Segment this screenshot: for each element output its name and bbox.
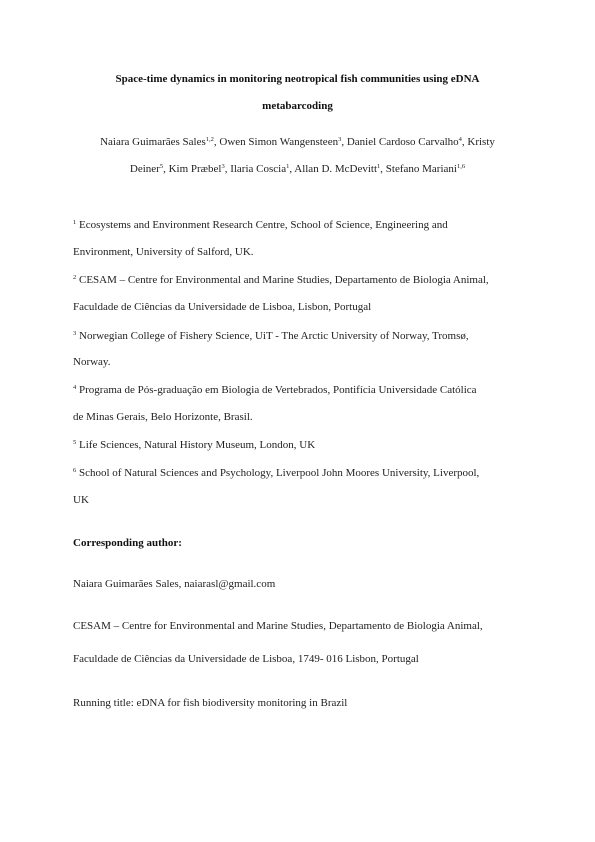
affiliation-3-line-1 [73,330,469,342]
affiliation-number: 2 [73,274,77,281]
affiliation-4-line-1 [73,384,477,396]
corresponding-author-heading: Corresponding author: [73,537,182,549]
author-separator: , [461,136,468,148]
affiliation-text: Programa de Pós-graduação em Biologia de Vertebrados, Pontifícia Universidade Católica [76,384,477,396]
affiliation-number: 6 [73,467,77,474]
author-name: Stefano Mariani [385,163,457,175]
paper-title-line-2: metabarcoding [262,100,333,112]
author-name: Naiara Guimarães Sales [100,136,206,148]
author-affiliation-mark: 1 [377,163,381,170]
author-separator: , [163,163,169,175]
author-affiliation-mark: 1,6 [456,163,466,170]
corresponding-address-line-2: Faculdade de Ciências da Universidade de Lisboa, 1749- 016 Lisbon, Portugal [73,653,419,665]
affiliation-text: CESAM – Centre for Environmental and Marine Studies, Departamento de Biologia Animal, [76,274,489,286]
author-separator: , [213,136,220,148]
affiliation-text: Norwegian College of Fishery Science, UiT - The Arctic University of Norway, Tromsø, [76,330,469,342]
affiliation-number: 3 [73,330,77,337]
author-separator: , [289,163,295,175]
affiliation-5-line-1 [73,439,315,451]
author-name: Kim Præbel [168,163,222,175]
author-separator: , [224,163,231,175]
affiliation-number: 4 [73,384,77,391]
author-separator: , [380,163,386,175]
author-name-part: Deiner [129,163,160,175]
affiliation-text: Ecosystems and Environment Research Centre, School of Science, Engineering and [76,219,448,231]
affiliation-6-line-1 [73,467,479,479]
author-name: Allan D. McDevitt [294,163,378,175]
affiliation-2-line-1 [73,274,489,286]
author-affiliation-mark: 1,2 [205,136,214,143]
affiliation-number: 1 [73,219,77,226]
running-title: Running title: eDNA for fish biodiversity monitoring in Brazil [73,697,348,709]
author-affiliation-mark: 4 [458,136,462,143]
author-name: Daniel Cardoso Carvalho [346,136,459,148]
corresponding-address-line-1: CESAM – Centre for Environmental and Marine Studies, Departamento de Biologia Animal, [73,620,483,632]
corresponding-author-contact: Naiara Guimarães Sales, naiarasl@gmail.com [73,578,276,590]
author-name-part: Kristy [467,136,495,148]
affiliation-text: Life Sciences, Natural History Museum, London, UK [76,439,316,451]
author-list-line-1 [60,136,535,148]
affiliation-4-line-2: de Minas Gerais, Belo Horizonte, Brasil. [73,411,253,423]
affiliation-3-line-2: Norway. [73,356,111,368]
affiliation-1-line-1 [73,219,448,231]
affiliation-2-line-2: Faculdade de Ciências da Universidade de Lisboa, Lisbon, Portugal [73,301,372,313]
author-list-line-2 [60,163,535,175]
author-affiliation-mark: 3 [338,136,342,143]
author-name: Owen Simon Wangensteen [219,136,339,148]
author-separator: , [341,136,347,148]
affiliation-text: School of Natural Sciences and Psychology, Liverpool John Moores University, Liverpool, [76,467,480,479]
affiliation-number: 5 [73,439,77,446]
affiliation-1-line-2: Environment, University of Salford, UK. [73,246,254,258]
author-affiliation-mark: 5 [159,163,164,170]
author-name: Ilaria Coscia [230,163,287,175]
paper-title-line-1: Space-time dynamics in monitoring neotropical fish communities using eDNA [115,73,480,85]
author-affiliation-mark: 3 [221,163,225,170]
author-affiliation-mark: 1 [286,163,290,170]
affiliation-6-line-2: UK [73,494,89,506]
